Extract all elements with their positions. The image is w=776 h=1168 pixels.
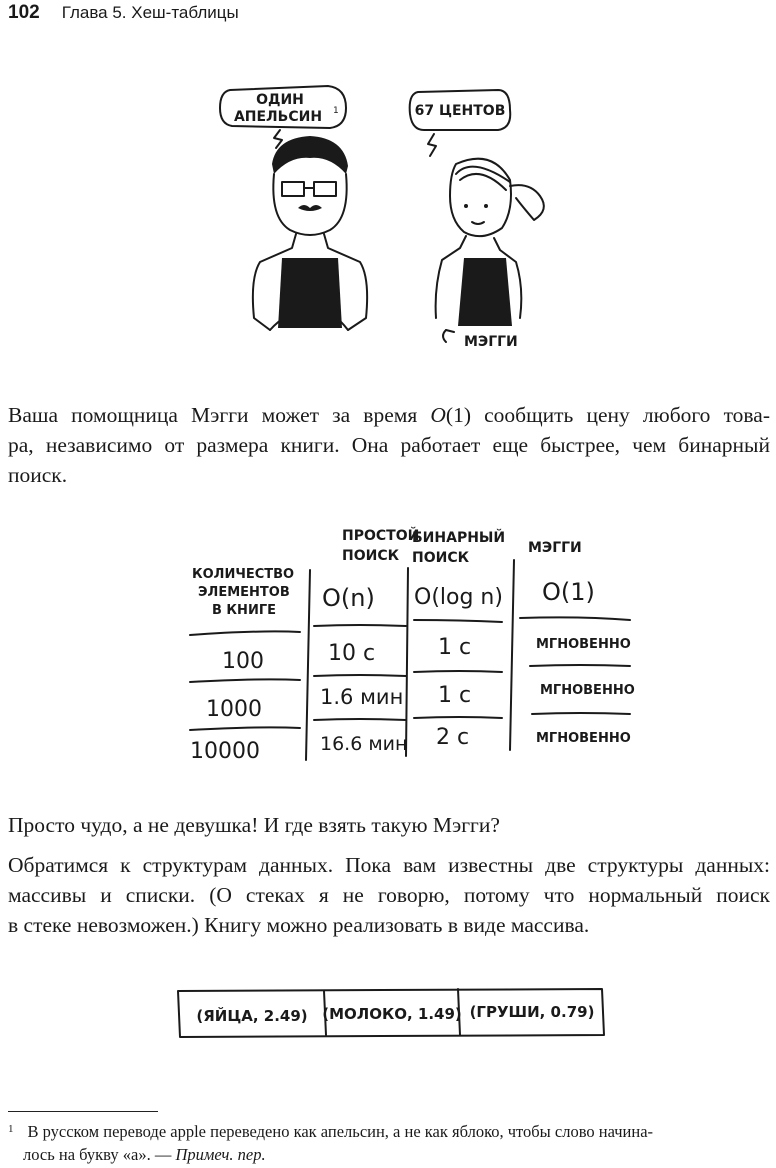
row-1-simple: 10 с	[328, 641, 376, 666]
array-illustration	[170, 983, 610, 1043]
row-1-maggie: МГНОВЕННО	[536, 637, 631, 652]
paragraph-3-line-1: Обратимся к структурам данных. Пока вам известны две структуры данных:	[8, 853, 770, 877]
array-cell-2: (МОЛОКО, 1.49)	[322, 1005, 462, 1023]
p1-math-arg: (1)	[445, 403, 471, 427]
paragraph-2-line-1: Просто чудо, а не девушка! И где взять такую Мэгги?	[8, 813, 500, 837]
paragraph-3-line-3: в стеке невозможен.) Книгу можно реализовать в виде массива.	[8, 913, 590, 937]
row-2-count: 1000	[206, 697, 262, 722]
row-header-line-1: КОЛИЧЕСТВО	[192, 567, 295, 582]
footnote-mark: 1	[8, 1123, 14, 1135]
row-3-simple: 16.6 мин	[320, 733, 408, 755]
footnote-rule	[8, 1111, 158, 1112]
col-simple-title-1: ПРОСТОЙ	[342, 528, 420, 544]
shopkeeper-and-maggie-illustration	[210, 78, 570, 368]
col-maggie-title: МЭГГИ	[528, 540, 582, 556]
row-header-line-2: ЭЛЕМЕНТОВ	[198, 585, 290, 600]
page-number: 102	[8, 2, 40, 23]
footnote-text-2: лось на букву «а». —	[23, 1145, 176, 1164]
col-binary-title-2: ПОИСК	[412, 550, 470, 566]
paragraph-3-line-2: массивы и списки. (О стеках я не говорю, потому что нормальный поиск	[8, 883, 770, 907]
bubble-left-line1: ОДИН	[256, 92, 304, 108]
col-simple-title-2: ПОИСК	[342, 548, 400, 564]
maggie-caption: МЭГГИ	[464, 334, 518, 350]
row-2-binary: 1 с	[438, 683, 472, 708]
complexity-simple: O(n)	[322, 584, 375, 612]
row-divider-1d	[520, 617, 630, 620]
paragraph-1-line-3: поиск.	[8, 463, 68, 487]
col-divider-1	[306, 570, 310, 760]
speech-bubble-right	[410, 90, 511, 156]
footnote-translator-note: Примеч. пер.	[175, 1145, 266, 1164]
row-divider-1b	[314, 625, 406, 626]
footnote-line-2	[8, 1143, 770, 1166]
row-3-count: 10000	[190, 739, 260, 764]
bubble-left-line2: АПЕЛЬСИН	[233, 109, 323, 125]
row-divider-1c	[414, 620, 502, 622]
paragraph-1-line-1	[8, 400, 770, 430]
shopkeeper-figure	[253, 136, 367, 330]
row-divider-1a	[190, 631, 300, 635]
running-header	[8, 2, 239, 28]
p1-math-o: O	[430, 403, 446, 427]
complexity-maggie: O(1)	[542, 578, 595, 606]
col-divider-2	[406, 568, 408, 756]
col-divider-3	[510, 560, 514, 750]
maggie-figure	[436, 159, 544, 350]
row-2-maggie: МГНОВЕННО	[540, 683, 635, 698]
speech-bubble-left	[220, 86, 346, 148]
row-2-simple: 1.6 мин	[320, 685, 404, 709]
row-3-binary: 2 с	[436, 725, 470, 750]
chapter-title: Глава 5. Хеш-таблицы	[61, 3, 239, 22]
row-header-line-3: В КНИГЕ	[212, 603, 276, 618]
row-1-count: 100	[222, 649, 264, 674]
paragraph-1	[8, 400, 770, 490]
row-3-maggie: МГНОВЕННО	[536, 731, 631, 746]
p1-text-after-math: сообщить цену любого това-	[470, 403, 770, 427]
col-binary-title-1: БИНАРНЫЙ	[412, 530, 506, 546]
footnote-text-1: В русском переводе apple переведено как апельсин, а не как яблоко, чтобы слово начина-	[27, 1122, 654, 1141]
array-cell-1: (ЯЙЦА, 2.49)	[196, 1007, 308, 1025]
paragraph-3	[8, 850, 770, 940]
p1-text-before-math: Ваша помощница Мэгги может за время	[8, 403, 431, 427]
search-comparison-table	[180, 520, 640, 770]
footnote	[8, 1118, 770, 1166]
paragraph-1-line-2: ра, независимо от размера книги. Она работает еще быстрее, чем бинарный	[8, 433, 770, 457]
row-1-binary: 1 с	[438, 635, 472, 660]
bubble-left-footnote-mark: 1	[333, 106, 339, 116]
complexity-binary: O(log n)	[414, 585, 503, 610]
paragraph-2	[8, 810, 770, 840]
bubble-right-text: 67 ЦЕНТОВ	[414, 103, 506, 119]
footnote-line-1	[8, 1118, 770, 1143]
array-cell-3: (ГРУШИ, 0.79)	[469, 1003, 595, 1021]
